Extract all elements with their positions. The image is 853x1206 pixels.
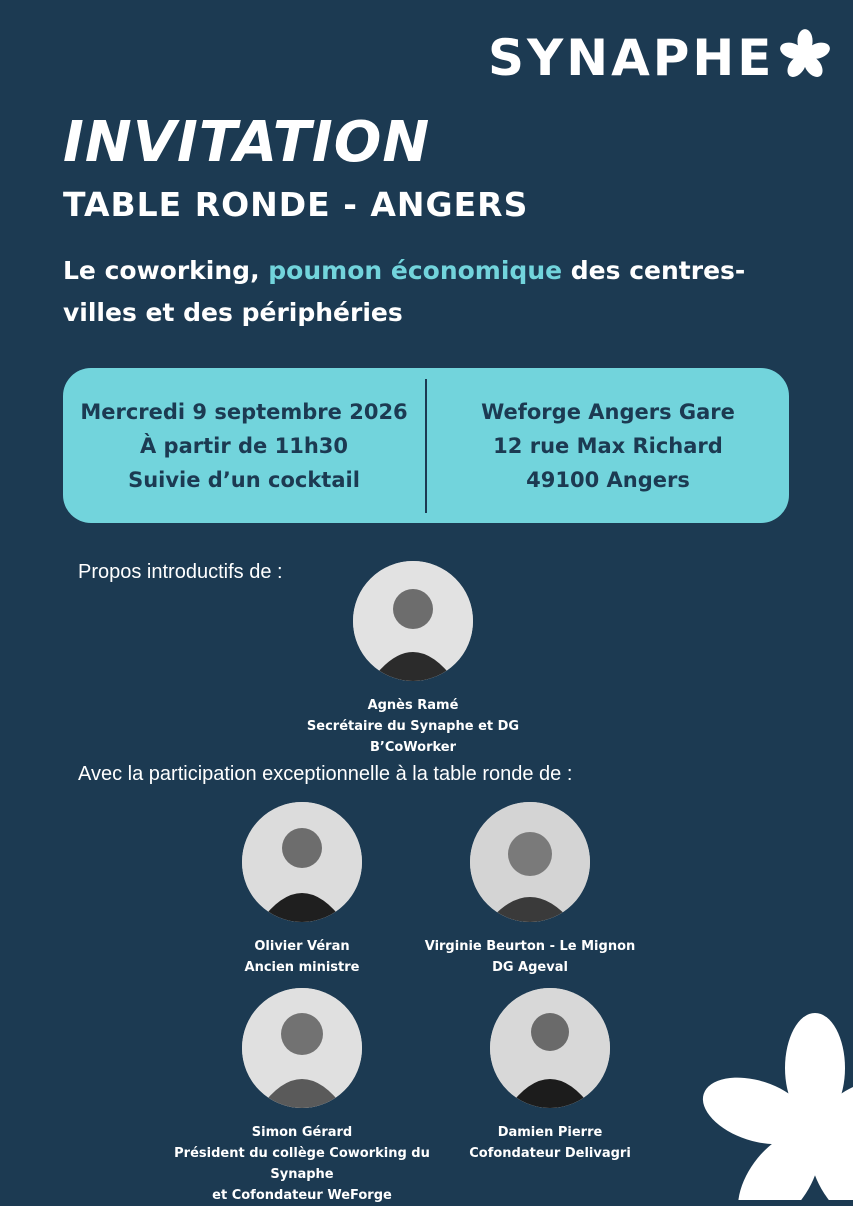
event-info-box [63, 368, 789, 523]
speaker-photo [353, 561, 473, 681]
theme-part-2: des centres-villes et des périphéries [63, 256, 746, 327]
intro-label: Propos introductifs de : [78, 561, 283, 583]
event-subtitle: TABLE RONDE - ANGERS [63, 185, 529, 224]
speaker-intro [263, 561, 563, 758]
event-theme [63, 250, 793, 334]
panelist-name: Virginie Beurton - Le Mignon [424, 939, 636, 954]
panelist-photo [242, 988, 362, 1108]
panelist [400, 988, 700, 1164]
synaphe-logo [488, 28, 832, 87]
location-info [427, 395, 789, 497]
panelist-name: Simon Gérard [251, 1125, 353, 1140]
speaker-role: Secrétaire du Synaphe et DG B’CoWorker [306, 719, 520, 755]
event-extra: Suivie d’un cocktail [128, 467, 360, 492]
panelist-photo [242, 802, 362, 922]
panelist-role-secondary: et Cofondateur WeForge [212, 1188, 392, 1203]
panelist-role: Président du collège Coworking du Synaphe [174, 1146, 430, 1182]
venue-name: Weforge Angers Gare [481, 399, 735, 424]
venue-street: 12 rue Max Richard [493, 433, 723, 458]
theme-highlight: poumon économique [268, 256, 563, 285]
panelist-photo [490, 988, 610, 1108]
venue-city: 49100 Angers [526, 467, 690, 492]
logo-text: SYNAPHE [488, 28, 775, 87]
panelist-role: DG Ageval [492, 960, 568, 975]
panelist-photo [470, 802, 590, 922]
panel-label: Avec la participation exceptionnelle à la table ronde de : [78, 763, 573, 785]
event-date: Mercredi 9 septembre 2026 [80, 399, 408, 424]
panelist-name: Damien Pierre [497, 1125, 603, 1140]
date-info [63, 395, 425, 497]
panelist-role: Ancien ministre [244, 960, 360, 975]
panelist-role: Cofondateur Delivagri [469, 1146, 631, 1161]
event-time: À partir de 11h30 [139, 433, 348, 458]
asterisk-icon [778, 28, 832, 87]
panelist [380, 802, 680, 978]
invitation-title: INVITATION [63, 110, 431, 175]
decorative-asterisk-icon [680, 1000, 853, 1205]
speaker-name: Agnès Ramé [367, 698, 459, 713]
theme-part-1: Le coworking, [63, 256, 269, 285]
panelist-name: Olivier Véran [254, 939, 350, 954]
